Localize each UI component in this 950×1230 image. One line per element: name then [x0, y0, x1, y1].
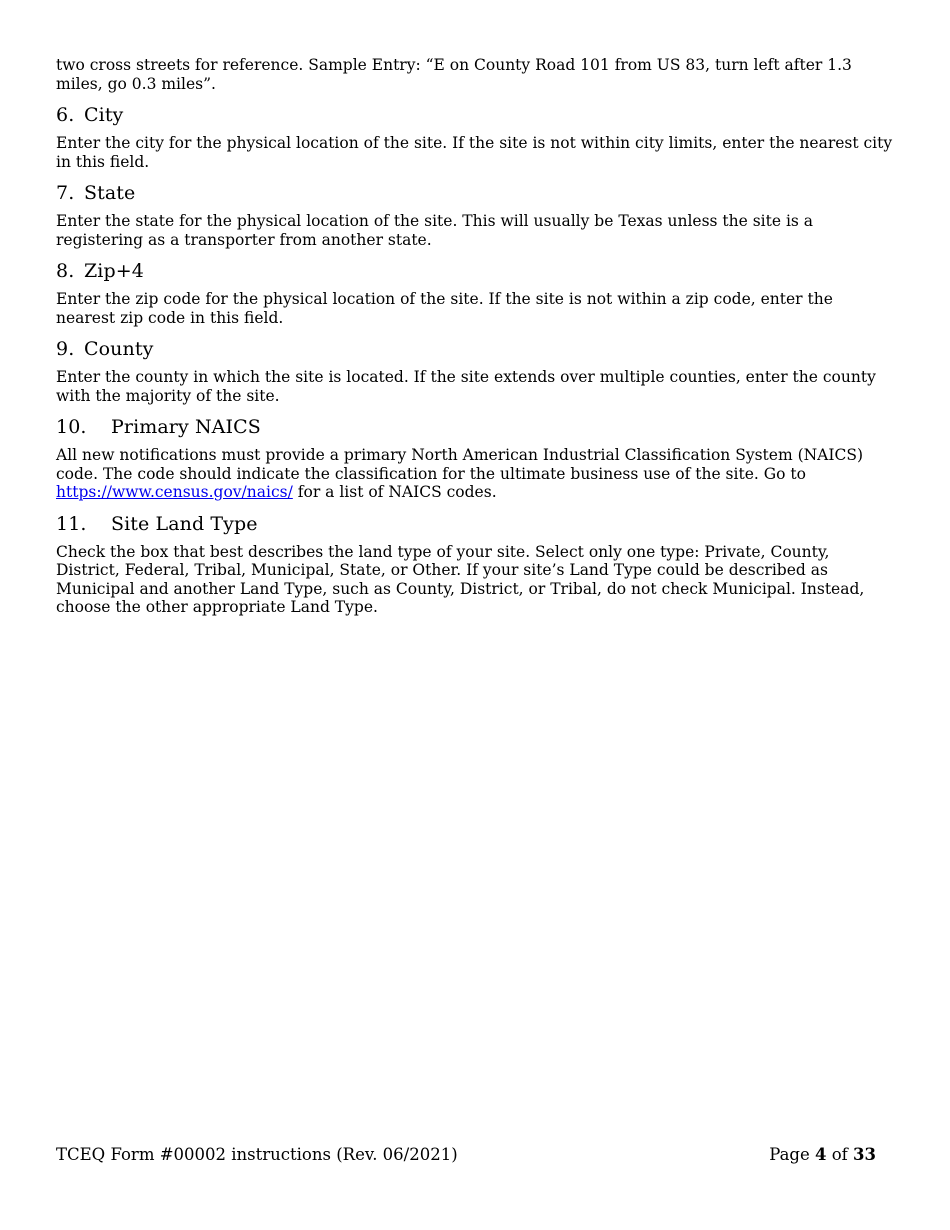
footer-form-label: TCEQ Form #00002 instructions (Rev. 06/2021)	[56, 1145, 458, 1164]
section-title: Primary NAICS	[111, 416, 261, 438]
section-title: Site Land Type	[111, 512, 258, 535]
section-title: County	[84, 338, 154, 360]
section-number: 8.	[56, 260, 75, 282]
section-heading-state	[56, 181, 894, 205]
footer-page-word: Page	[769, 1145, 810, 1164]
section-heading-city	[56, 103, 894, 127]
section-heading-county	[56, 337, 894, 361]
section-body-city: Enter the city for the physical location of the site. If the site is not within city limits, enter the nearest city in this field.	[56, 134, 893, 171]
section-body-zip: Enter the zip code for the physical location of the site. If the site is not within a zip code, enter the nearest zip code in this field.	[56, 290, 833, 327]
section-body-naics	[56, 446, 894, 502]
section-number: 11.	[56, 512, 87, 535]
section-title: State	[84, 182, 136, 204]
section-number: 7.	[56, 182, 75, 204]
intro-paragraph: two cross streets for reference. Sample Entry: “E on County Road 101 from US 83, turn left after 1.3 miles, go 0.3 miles”.	[56, 56, 852, 93]
section-number: 9.	[56, 338, 75, 360]
section-body-land-type: Check the box that best describes the land type of your site. Select only one type: Private, County, District, Federal, Tribal, Municipal, State, or Other. If your site’s Land Type could be described as Municipal and another Land Type, such as County, District, or Tribal, do not check Municipal. Instead, choose the other appropriate Land Type.	[56, 542, 865, 616]
footer-page-total: 33	[853, 1145, 876, 1164]
section-body-state: Enter the state for the physical location of the site. This will usually be Texas unless the site is a registering as a transporter from another state.	[56, 212, 814, 249]
footer-page-number	[769, 1144, 876, 1166]
section-heading-land-type	[56, 512, 894, 536]
document-page	[56, 56, 894, 617]
section-title: Zip+4	[84, 260, 144, 282]
section-title: City	[84, 104, 124, 126]
section-heading-naics	[56, 415, 894, 439]
footer-page-current: 4	[815, 1145, 827, 1164]
naics-body-suffix: for a list of NAICS codes.	[297, 483, 497, 501]
section-body-county: Enter the county in which the site is located. If the site extends over multiple counties, enter the county with the majority of the site.	[56, 368, 876, 405]
naics-census-link[interactable]: https://www.census.gov/naics/	[56, 483, 293, 501]
section-number: 10.	[56, 416, 87, 438]
section-number: 6.	[56, 104, 75, 126]
footer-of-word: of	[831, 1145, 848, 1164]
section-heading-zip	[56, 259, 894, 283]
naics-body-text: All new notifications must provide a primary North American Industrial Classification System (NAICS) code. The code should indicate the classification for the ultimate business use of the site. Go to	[56, 446, 864, 483]
